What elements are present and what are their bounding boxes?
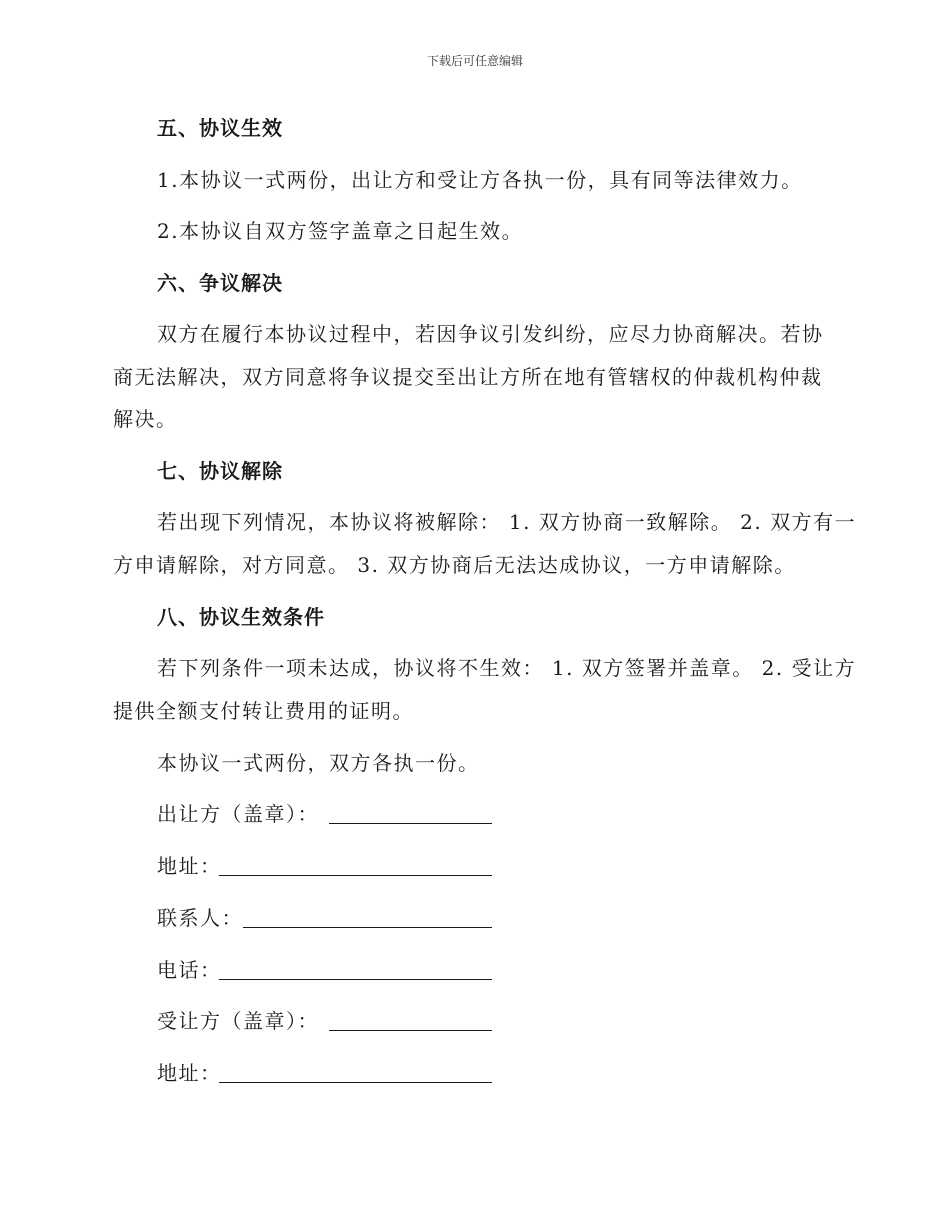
contact-person-label: 联系人：: [157, 906, 243, 930]
section-5-item-2: 2.本协议自双方签字盖章之日起生效。: [157, 219, 524, 243]
phone-line: [219, 979, 492, 980]
transferee-seal-label: 受让方（盖章）：: [157, 1009, 319, 1033]
contact-person-line: [243, 927, 492, 928]
section-6-heading: 六、争议解决: [157, 271, 283, 295]
transferee-seal-line: [329, 1030, 492, 1031]
phone-label: 电话：: [157, 958, 222, 982]
section-7-line-1: 若出现下列情况，本协议将被解除： 1. 双方协商一致解除。 2. 双方有一: [157, 510, 857, 534]
section-8-heading: 八、协议生效条件: [157, 605, 325, 629]
section-5-heading: 五、协议生效: [157, 116, 283, 140]
transferor-seal-label: 出让方（盖章）：: [157, 802, 319, 826]
transferee-address-line: [219, 1082, 492, 1083]
transferee-address-label: 地址：: [157, 1061, 222, 1085]
section-6-line-1: 双方在履行本协议过程中，若因争议引发纠纷，应尽力协商解决。若协: [157, 322, 824, 346]
transferor-address-line: [219, 875, 492, 876]
transferor-address-label: 地址：: [157, 854, 222, 878]
section-8-line-2: 提供全额支付转让费用的证明。: [113, 699, 414, 723]
section-6-line-2: 商无法解决，双方同意将争议提交至出让方所在地有管辖权的仲裁机构仲裁: [113, 365, 823, 389]
section-8-line-1: 若下列条件一项未达成，协议将不生效： 1. 双方签署并盖章。 2. 受让方: [157, 656, 857, 680]
section-7-heading: 七、协议解除: [157, 459, 283, 483]
section-5-item-1: 1.本协议一式两份，出让方和受让方各执一份，具有同等法律效力。: [157, 168, 803, 192]
transferor-seal-line: [329, 823, 492, 824]
page-header: 下载后可任意编辑: [426, 54, 523, 68]
section-6-line-3: 解决。: [113, 407, 178, 431]
section-7-line-2: 方申请解除，对方同意。 3. 双方协商后无法达成协议，一方申请解除。: [113, 553, 796, 577]
closing-statement: 本协议一式两份，双方各执一份。: [157, 751, 480, 775]
